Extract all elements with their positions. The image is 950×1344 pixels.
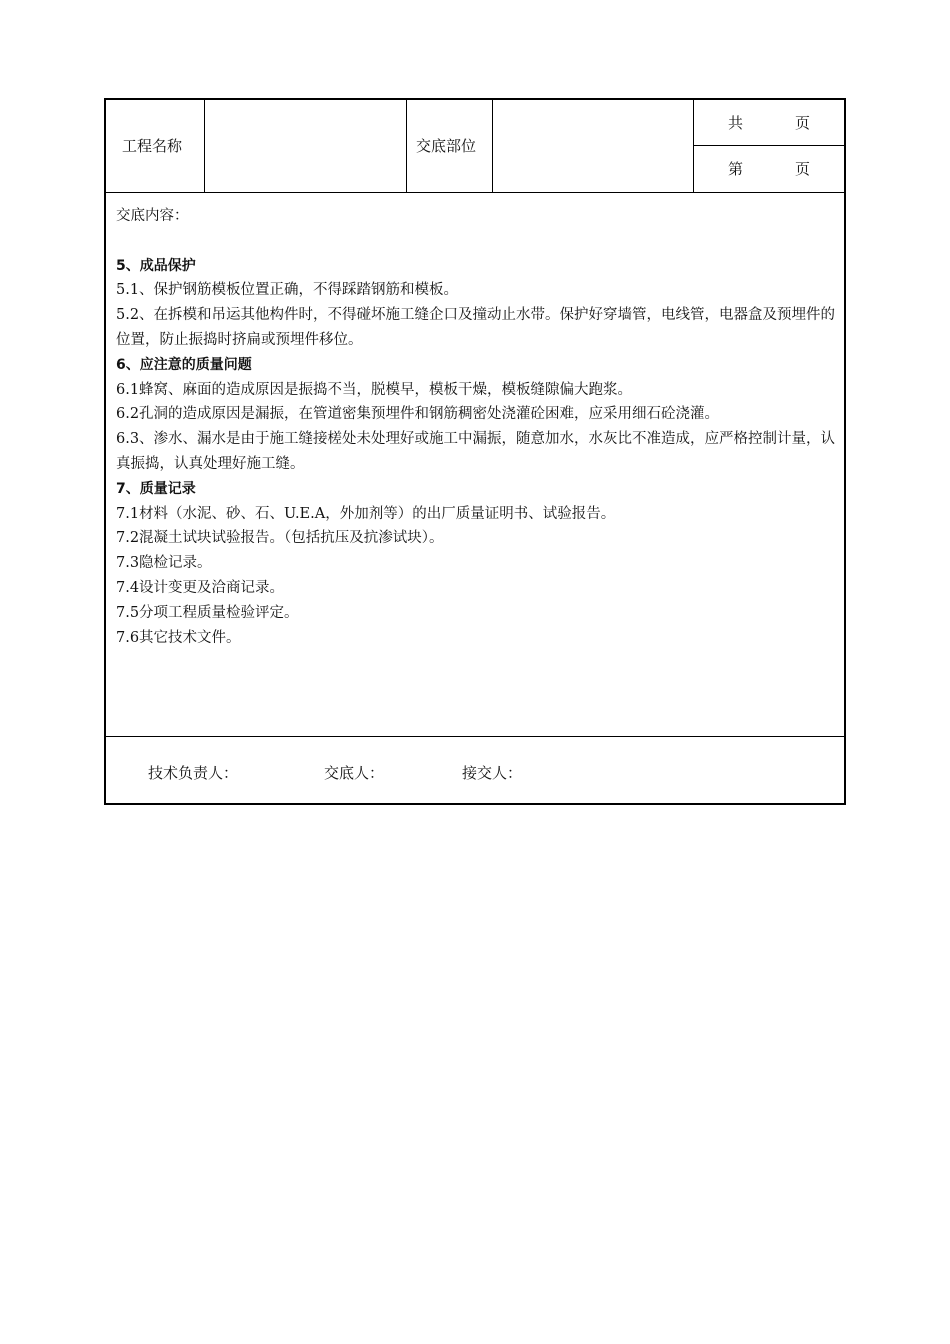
content-lines [116, 254, 842, 651]
header-divider [693, 100, 694, 192]
content-paragraph: 7.1材料（水泥、砂、石、U.E.A，外加剂等）的出厂质量证明书、试验报告。 [116, 505, 616, 522]
section-heading: 7、质量记录 [116, 480, 196, 497]
page-number-unit: 页 [795, 160, 811, 178]
page-number-label: 第 [728, 160, 744, 178]
content-paragraph: 6.3、渗水、漏水是由于施工缝接槎处未处理好或施工中漏振，随意加水，水灰比不准造成，应严格控制计量，认真振捣，认真处理好施工缝。 [116, 431, 836, 472]
content-paragraph: 5.2、在拆模和吊运其他构件时，不得碰坏施工缝企口及撞动止水带。保护好穿墙管，电线管，电器盒及预埋件的位置，防止振捣时挤扁或预埋件移位。 [116, 307, 836, 348]
technical-disclosure-form [104, 98, 846, 805]
content-intro: 交底内容： [116, 208, 189, 224]
tech-lead-signature-label: 技术负责人： [148, 764, 239, 782]
content-paragraph: 6.2孔洞的造成原因是漏振，在管道密集预埋件和钢筋稠密处浇灌砼困难，应采用细石砼浇灌。 [116, 406, 720, 423]
page-cell-divider [693, 145, 844, 146]
content-paragraph: 6.1蜂窝、麻面的造成原因是振捣不当，脱模早，模板干燥，模板缝隙偏大跑浆。 [116, 381, 633, 398]
content-paragraph: 7.2混凝土试块试验报告。（包括抗压及抗渗试块）。 [116, 530, 444, 547]
section-heading: 5、成品保护 [116, 257, 196, 274]
project-name-label: 工程名称 [122, 137, 183, 155]
disclosure-content [116, 204, 842, 650]
content-paragraph: 7.6其它技术文件。 [116, 629, 241, 646]
footer-divider [106, 736, 844, 737]
header-divider [204, 100, 205, 192]
content-paragraph: 7.5分项工程质量检验评定。 [116, 604, 299, 621]
disclosure-part-label: 交底部位 [416, 137, 477, 155]
form-header [106, 100, 844, 193]
receiver-signature-label: 接交人： [462, 764, 523, 782]
section-heading: 6、应注意的质量问题 [116, 356, 252, 373]
content-paragraph: 5.1、保护钢筋模板位置正确，不得踩踏钢筋和模板。 [116, 282, 459, 299]
discloser-signature-label: 交底人： [324, 764, 385, 782]
total-pages-label: 共 [728, 114, 744, 132]
header-divider [492, 100, 493, 192]
content-gap [116, 229, 842, 254]
header-divider [406, 100, 407, 192]
content-paragraph: 7.3隐检记录。 [116, 555, 212, 572]
content-paragraph: 7.4设计变更及洽商记录。 [116, 579, 285, 596]
total-pages-unit: 页 [795, 114, 811, 132]
